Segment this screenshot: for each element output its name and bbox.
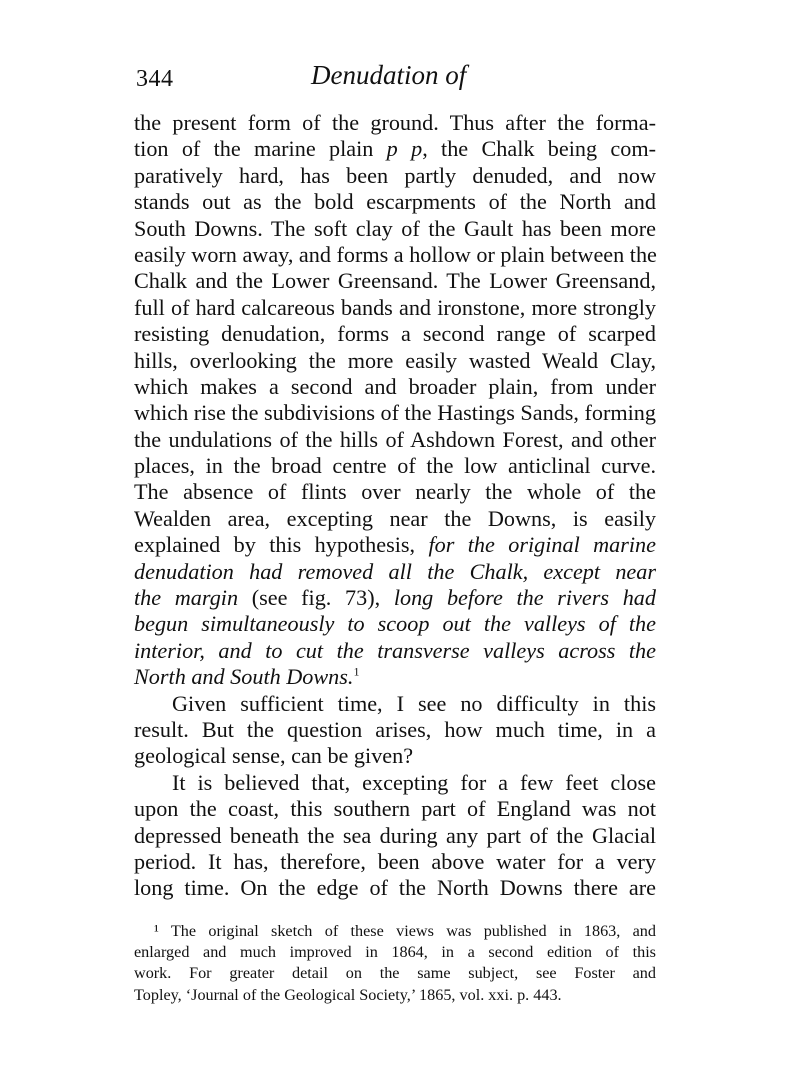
text-line: depressed beneath the sea during any part of the Glacial xyxy=(134,822,656,848)
text-line: the present form of the ground. Thus after the forma- xyxy=(134,110,656,135)
footnote-line: ¹ The original sketch of these views was published in 1863, and xyxy=(154,922,656,940)
text-line: It is believed that, excepting for a few feet close xyxy=(172,769,656,795)
page-header xyxy=(136,58,656,98)
text-line: which rise the subdivisions of the Hastings Sands, forming xyxy=(134,400,656,426)
text-line: Wealden area, excepting near the Downs, is easily xyxy=(134,505,656,531)
text-line: tion of the marine plain p p, the Chalk being com- xyxy=(134,136,656,162)
text-line: hills, overlooking the more easily wasted Weald Clay, xyxy=(134,347,656,373)
text-line: stands out as the bold escarpments of the North and xyxy=(134,189,656,215)
body-text xyxy=(134,110,656,902)
text-line: begun simultaneously to scoop out the valleys of the xyxy=(134,611,656,637)
text-line: result. But the question arises, how much time, in a xyxy=(134,716,656,742)
text-line: upon the coast, this southern part of England was not xyxy=(134,796,656,822)
text-line: denudation had removed all the Chalk, except near xyxy=(134,558,656,584)
text-line: Given sufficient time, I see no difficulty in this xyxy=(172,690,656,716)
footnote-line: work. For greater detail on the same subject, see Foster and xyxy=(134,964,656,983)
text-line: places, in the broad centre of the low anticlinal curve. xyxy=(134,453,656,479)
text-line: full of hard calcareous bands and ironstone, more strongly xyxy=(134,294,656,320)
text-line: resisting denudation, forms a second range of scarped xyxy=(134,321,656,347)
text-line: interior, and to cut the transverse valleys across the xyxy=(134,637,656,663)
text-line: the margin (see fig. 73), long before the rivers had xyxy=(134,585,656,611)
text-line: easily worn away, and forms a hollow or plain between the xyxy=(134,241,657,267)
page-number: 344 xyxy=(136,66,174,92)
footnote xyxy=(134,921,656,1006)
text-line: period. It has, therefore, been above water for a very xyxy=(134,848,656,874)
text-line: South Downs. The soft clay of the Gault has been more xyxy=(134,215,656,241)
footnote-line: enlarged and much improved in 1864, in a second edition of this xyxy=(134,943,656,962)
running-head: Denudation of xyxy=(311,60,467,90)
text-line: The absence of flints over nearly the whole of the xyxy=(134,479,656,505)
text-line: explained by this hypothesis, for the original marine xyxy=(134,532,656,558)
text-line: North and South Downs.$^1$ xyxy=(134,664,360,690)
text-line: paratively hard, has been partly denuded, and now xyxy=(134,162,656,188)
footnote-line: Topley, ‘Journal of the Geological Society,’ 1865, vol. xxi. p. 443. xyxy=(134,985,562,1004)
footnote-marker: 1 xyxy=(353,664,360,679)
text-line: which makes a second and broader plain, from under xyxy=(134,373,656,399)
text-line: geological sense, can be given? xyxy=(134,743,414,769)
text-line: Chalk and the Lower Greensand. The Lower Greensand, xyxy=(134,268,656,294)
text-line: long time. On the edge of the North Downs there are xyxy=(134,875,656,901)
text-line: the undulations of the hills of Ashdown Forest, and other xyxy=(134,426,656,452)
